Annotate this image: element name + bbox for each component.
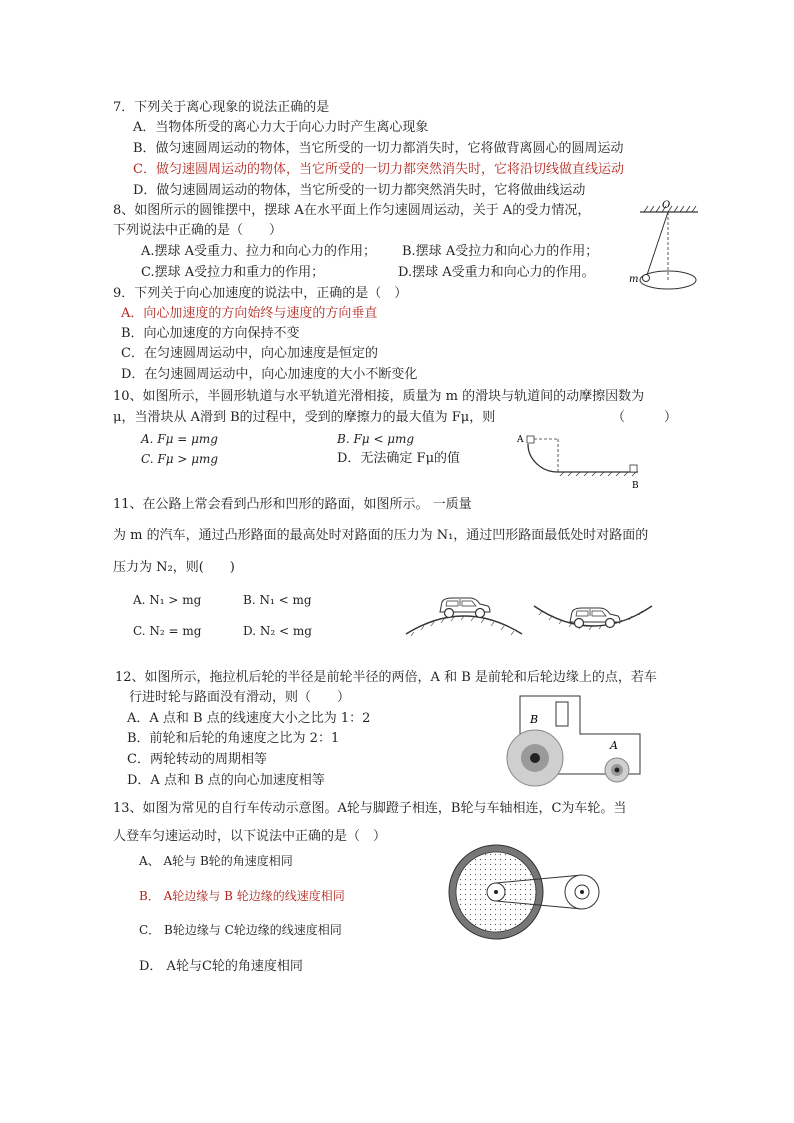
q8-stem-line2: 下列说法中正确的是（ ） bbox=[113, 223, 283, 238]
q10-option-b: B. Fμ < μmg bbox=[337, 432, 415, 446]
pendulum-ball bbox=[643, 275, 650, 282]
q13-stem-line1: 13、如图为常见的自行车传动示意图。A轮与脚蹬子相连，B轮与车轴相连，C为车轮。当 bbox=[113, 801, 627, 816]
q13-option-b: B． A轮边缘与 B 轮边缘的线速度相同 bbox=[139, 889, 345, 903]
q10-option-a: A. Fμ = μmg bbox=[141, 432, 218, 446]
q11-option-c: C. N₂ = mg bbox=[133, 624, 202, 638]
q9-option-c: C．在匀速圆周运动中，向心加速度是恒定的 bbox=[121, 346, 378, 361]
q12-option-a: A．A 点和 B 点的线速度大小之比为 1：2 bbox=[127, 711, 371, 726]
q12-stem-line2: 行进时轮与路面没有滑动，则（ ） bbox=[129, 690, 351, 705]
car-icon bbox=[570, 608, 620, 628]
q9-option-d: D．在匀速圆周运动中，向心加速度的大小不断变化 bbox=[121, 367, 418, 382]
q13-stem-line2: 人登车匀速运动时，以下说法中正确的是（ ） bbox=[113, 829, 387, 844]
bicycle-transmission-figure bbox=[448, 842, 618, 942]
car-icon bbox=[440, 598, 490, 618]
q13-option-d: D． A轮与C轮的角速度相同 bbox=[139, 959, 303, 974]
q9-option-b: B．向心加速度的方向保持不变 bbox=[121, 326, 300, 341]
q9-option-a: A．向心加速度的方向始终与速度的方向垂直 bbox=[121, 306, 378, 321]
q11-stem-line2: 为 m 的汽车，通过凸形路面的最高处时对路面的压力为 N₁，通过凹形路面最低处时对路面的 bbox=[113, 528, 649, 543]
q10-stem-line2: μ，当滑块从 A滑到 B的过程中，受到的摩擦力的最大值为 Fμ，则 bbox=[113, 410, 496, 425]
q7-option-b: B．做匀速圆周运动的物体，当它所受的一切力都消失时，它将做背离圆心的圆周运动 bbox=[133, 141, 624, 156]
q10-stem-line1: 10、如图所示，半圆形轨道与水平轨道光滑相接，质量为 m 的滑块与轨道间的动摩擦因数为 bbox=[113, 389, 645, 404]
q11-option-d: D. N₂ < mg bbox=[243, 624, 312, 638]
q7-stem: 7．下列关于离心现象的说法正确的是 bbox=[113, 100, 330, 115]
q8-stem-line1: 8、如图所示的圆锥摆中，摆球 A在水平面上作匀速圆周运动，关于 A的受力情况， bbox=[113, 203, 591, 218]
pivot-label-o: O bbox=[662, 200, 671, 211]
tractor-label-a: A bbox=[610, 739, 618, 752]
q8-option-c: C.摆球 A受拉力和重力的作用； bbox=[141, 265, 325, 280]
q10-option-d: D．无法确定 Fμ的值 bbox=[337, 451, 461, 466]
q11-option-b: B. N₁ < mg bbox=[243, 593, 312, 607]
q12-option-b: B．前轮和后轮的角速度之比为 2：1 bbox=[127, 731, 340, 746]
track-label-a: A bbox=[517, 435, 524, 445]
ball-label-m: m bbox=[629, 274, 639, 285]
track-label-b: B bbox=[632, 481, 639, 491]
q11-stem-line3: 压力为 N₂，则( ) bbox=[113, 560, 235, 575]
q13-option-a: A、 A轮与 B轮的角速度相同 bbox=[139, 854, 293, 868]
concave-road-figure bbox=[532, 598, 654, 638]
tractor-figure bbox=[500, 692, 645, 792]
q9-stem: 9．下列关于向心加速度的说法中，正确的是（ ） bbox=[113, 286, 408, 301]
q7-option-c: C．做匀速圆周运动的物体，当它所受的一切力都突然消失时，它将沿切线做直线运动 bbox=[133, 162, 624, 177]
q10-answer-paren: （ ） bbox=[612, 410, 678, 425]
q8-option-b: B.摆球 A受拉力和向心力的作用； bbox=[402, 244, 599, 259]
q12-stem-line1: 12、如图所示，拖拉机后轮的半径是前轮半径的两倍，A 和 B 是前轮和后轮边缘上的点，若车 bbox=[115, 670, 657, 685]
convex-road-figure bbox=[404, 590, 524, 638]
q12-option-d: D．A 点和 B 点的向心加速度相等 bbox=[127, 773, 325, 788]
q11-stem-line1: 11、在公路上常会看到凸形和凹形的路面，如图所示。 一质量 bbox=[113, 497, 472, 512]
semicircle-track-figure bbox=[510, 430, 645, 492]
q13-option-c: C． B轮边缘与 C轮边缘的线速度相同 bbox=[139, 923, 342, 937]
q8-option-a: A.摆球 A受重力、拉力和向心力的作用； bbox=[141, 244, 377, 259]
q8-option-d: D.摆球 A受重力和向心力的作用。 bbox=[398, 265, 595, 280]
q7-option-d: D．做匀速圆周运动的物体，当它所受的一切力都突然消失时，它将做曲线运动 bbox=[133, 183, 586, 198]
q11-option-a: A. N₁ > mg bbox=[133, 593, 202, 607]
q12-option-c: C．两轮转动的周期相等 bbox=[127, 752, 267, 767]
conical-pendulum-figure bbox=[620, 198, 700, 298]
q7-option-a: A．当物体所受的离心力大于向心力时产生离心现象 bbox=[133, 120, 429, 135]
tractor-label-b: B bbox=[530, 713, 539, 726]
q10-option-c: C. Fμ > μmg bbox=[141, 452, 219, 466]
